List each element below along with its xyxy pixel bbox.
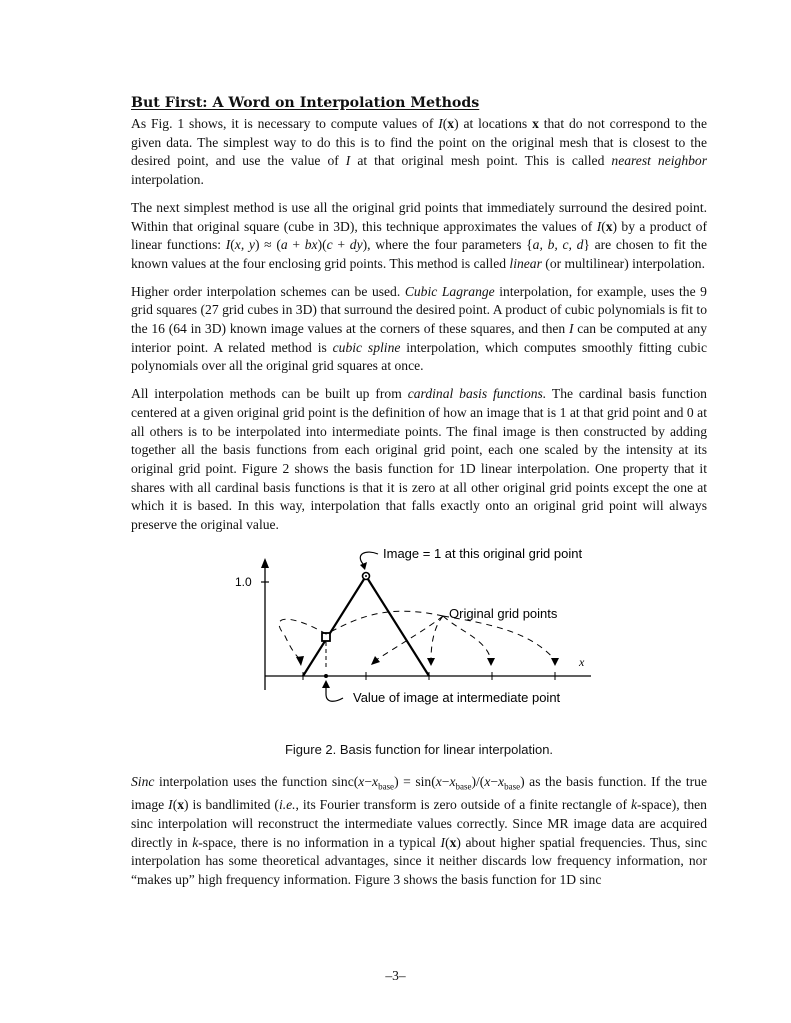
page-body	[131, 94, 707, 899]
figure-basis-function	[131, 544, 707, 740]
y-axis-arrow	[261, 558, 269, 568]
basis-triangle	[303, 576, 429, 676]
y-tick-label: 1.0	[235, 574, 252, 589]
x-axis-label: x	[579, 654, 585, 669]
paragraph-sinc: Sinc interpolation uses the function $\sin c(x-x_{base}) = \sin(x-x_{base})/(x-x_{base})$ as the basis function. If the true image I(x) is bandlimited (i.e., its Fourier transform is zero outside of a finite rectangle of k-space), then sinc interpolation will reconstruct the intermediate values correctly. Since MR image data are acquired directly in k-space, there is no information in a typical I(x) about higher spatial frequencies. Thus, sinc interpolation has some theoretical advantages, since it neither discards low frequency information, nor “makes up” high frequency information. Figure 3 shows the basis function for 1D sinc	[131, 773, 708, 887]
basis-function-diagram	[131, 544, 707, 740]
section-heading: But First: A Word on Interpolation Methods	[131, 95, 480, 111]
paragraph-cubic: Higher order interpolation schemes can be used. Cubic Lagrange interpolation, for example, uses the 9 grid squares (27 grid cubes in 3D) that surround the desired point. A product of cubic polynomials is fit to the 16 (64 in 3D) known image values at the corners of these squares, and then I can be computed at any interior point. A related method is cubic spline interpolation, which computes smoothly fitting cubic polynomials over all the original grid squares at once.	[131, 283, 707, 374]
label-peak: Image = 1 at this original grid point	[383, 545, 583, 561]
label-intermediate: Value of image at intermediate point	[353, 689, 561, 705]
figure-caption: Figure 2. Basis function for linear interpolation.	[284, 741, 554, 757]
label-grid-points: Original grid points	[449, 605, 558, 621]
paragraph-cardinal-basis: All interpolation methods can be built up from cardinal basis functions. The cardinal basis function centered at a given original grid point is the definition of how an image that is 1 at that grid point and 0 at all others is to be interpolated into intermediate points. The final image is then constructed by adding together all the basis functions from each original grid point, each one scaled by the intensity at its original grid point. Figure 2 shows the basis function for 1D linear interpolation. One property that it shares with all cardinal basis functions is that it is zero at all other original grid points except the one at which it is based. In this way, interpolation that falls exactly onto an original grid point will always preserve the original value.	[131, 386, 707, 533]
paragraph-nearest-neighbor: As Fig. 1 shows, it is necessary to compute values of I(x) at locations x that do not correspond to the given data. The simplest way to do this is to find the point on the original mesh that is closest to the desired point, and use the value of I at that original mesh point. This is called nearest neighbor interpolation.	[131, 116, 707, 188]
page-number: –3–	[385, 968, 406, 983]
paragraph-linear: The next simplest method is use all the original grid points that immediately surround the desired point. Within that original square (cube in 3D), this technique approximates the values of I(x) by a product of linear functions: I(x, y) ≈ (a + bx)(c + dy), where the four parameters {a, b, c, d} are chosen to fit the known values at the four enclosing grid points. This method is called linear (or multilinear) interpolation.	[131, 199, 708, 271]
